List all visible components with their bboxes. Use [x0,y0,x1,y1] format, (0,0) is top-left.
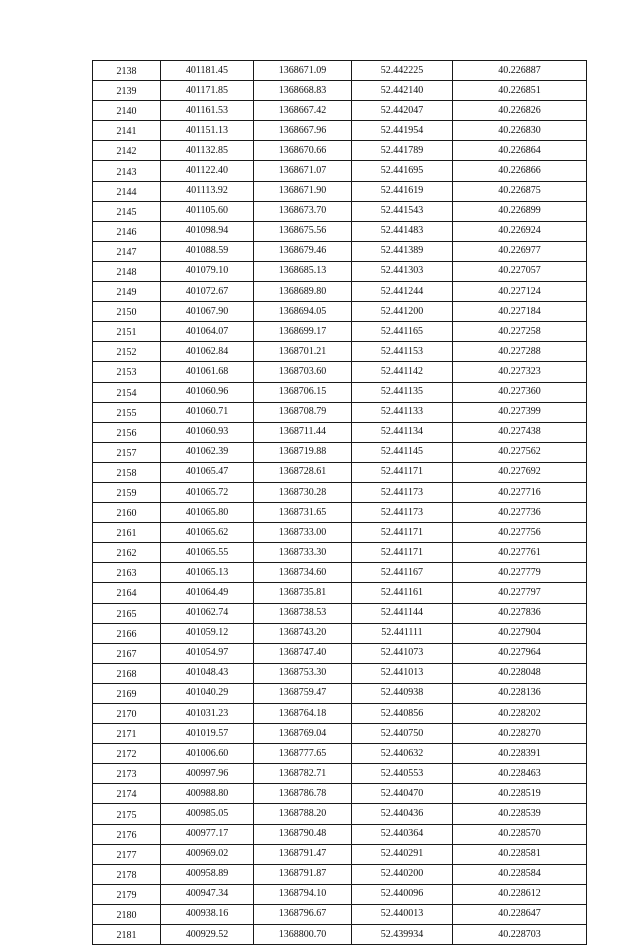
longitude-cell: 40.226830 [453,121,587,141]
longitude-cell: 40.227124 [453,282,587,302]
y-coordinate-cell: 1368791.47 [254,844,352,864]
longitude-cell: 40.228570 [453,824,587,844]
latitude-cell: 52.441619 [352,181,453,201]
table-row [93,221,587,241]
longitude-cell: 40.227836 [453,603,587,623]
y-coordinate-cell: 1368730.28 [254,482,352,502]
longitude-cell: 40.228202 [453,704,587,724]
point-number-cell: 2179 [93,884,161,904]
y-coordinate-cell: 1368794.10 [254,884,352,904]
longitude-cell: 40.227562 [453,442,587,462]
x-coordinate-cell: 401181.45 [161,61,254,81]
latitude-cell: 52.441165 [352,322,453,342]
table-row [93,181,587,201]
y-coordinate-cell: 1368671.09 [254,61,352,81]
point-number-cell: 2151 [93,322,161,342]
table-row [93,563,587,583]
x-coordinate-cell: 400985.05 [161,804,254,824]
x-coordinate-cell: 401040.29 [161,683,254,703]
table-row [93,442,587,462]
point-number-cell: 2140 [93,101,161,121]
y-coordinate-cell: 1368731.65 [254,503,352,523]
x-coordinate-cell: 401065.55 [161,543,254,563]
table-row [93,884,587,904]
table-row [93,663,587,683]
y-coordinate-cell: 1368788.20 [254,804,352,824]
table-row [93,643,587,663]
x-coordinate-cell: 401031.23 [161,704,254,724]
longitude-cell: 40.227964 [453,643,587,663]
y-coordinate-cell: 1368703.60 [254,362,352,382]
latitude-cell: 52.440856 [352,704,453,724]
longitude-cell: 40.227692 [453,462,587,482]
y-coordinate-cell: 1368800.70 [254,925,352,945]
longitude-cell: 40.226864 [453,141,587,161]
table-row [93,583,587,603]
latitude-cell: 52.441173 [352,503,453,523]
table-row [93,382,587,402]
latitude-cell: 52.441134 [352,422,453,442]
x-coordinate-cell: 401067.90 [161,302,254,322]
longitude-cell: 40.228391 [453,744,587,764]
longitude-cell: 40.227904 [453,623,587,643]
longitude-cell: 40.227258 [453,322,587,342]
point-number-cell: 2143 [93,161,161,181]
y-coordinate-cell: 1368701.21 [254,342,352,362]
latitude-cell: 52.440470 [352,784,453,804]
table-row [93,804,587,824]
latitude-cell: 52.441200 [352,302,453,322]
table-row [93,904,587,924]
x-coordinate-cell: 401065.80 [161,503,254,523]
y-coordinate-cell: 1368671.90 [254,181,352,201]
longitude-cell: 40.227438 [453,422,587,442]
x-coordinate-cell: 401060.71 [161,402,254,422]
point-number-cell: 2168 [93,663,161,683]
table-row [93,81,587,101]
y-coordinate-cell: 1368734.60 [254,563,352,583]
latitude-cell: 52.441303 [352,261,453,281]
x-coordinate-cell: 401161.53 [161,101,254,121]
table-row [93,503,587,523]
y-coordinate-cell: 1368782.71 [254,764,352,784]
table-row [93,342,587,362]
longitude-cell: 40.227360 [453,382,587,402]
point-number-cell: 2180 [93,904,161,924]
y-coordinate-cell: 1368759.47 [254,683,352,703]
y-coordinate-cell: 1368747.40 [254,643,352,663]
y-coordinate-cell: 1368728.61 [254,462,352,482]
y-coordinate-cell: 1368711.44 [254,422,352,442]
latitude-cell: 52.440938 [352,683,453,703]
point-number-cell: 2170 [93,704,161,724]
longitude-cell: 40.226875 [453,181,587,201]
latitude-cell: 52.442140 [352,81,453,101]
coordinates-table-body [93,61,587,945]
y-coordinate-cell: 1368777.65 [254,744,352,764]
point-number-cell: 2156 [93,422,161,442]
table-row [93,864,587,884]
y-coordinate-cell: 1368668.83 [254,81,352,101]
x-coordinate-cell: 401064.07 [161,322,254,342]
point-number-cell: 2154 [93,382,161,402]
x-coordinate-cell: 401062.84 [161,342,254,362]
point-number-cell: 2149 [93,282,161,302]
longitude-cell: 40.226826 [453,101,587,121]
x-coordinate-cell: 401061.68 [161,362,254,382]
longitude-cell: 40.227399 [453,402,587,422]
latitude-cell: 52.440553 [352,764,453,784]
point-number-cell: 2142 [93,141,161,161]
latitude-cell: 52.441111 [352,623,453,643]
latitude-cell: 52.441167 [352,563,453,583]
latitude-cell: 52.441483 [352,221,453,241]
table-row [93,141,587,161]
x-coordinate-cell: 401113.92 [161,181,254,201]
x-coordinate-cell: 401060.96 [161,382,254,402]
y-coordinate-cell: 1368753.30 [254,663,352,683]
y-coordinate-cell: 1368689.80 [254,282,352,302]
longitude-cell: 40.228519 [453,784,587,804]
y-coordinate-cell: 1368708.79 [254,402,352,422]
latitude-cell: 52.441013 [352,663,453,683]
x-coordinate-cell: 401171.85 [161,81,254,101]
longitude-cell: 40.228048 [453,663,587,683]
point-number-cell: 2161 [93,523,161,543]
latitude-cell: 52.440632 [352,744,453,764]
x-coordinate-cell: 400958.89 [161,864,254,884]
point-number-cell: 2174 [93,784,161,804]
point-number-cell: 2166 [93,623,161,643]
longitude-cell: 40.228647 [453,904,587,924]
latitude-cell: 52.440364 [352,824,453,844]
coordinates-table [92,60,587,945]
point-number-cell: 2162 [93,543,161,563]
y-coordinate-cell: 1368733.00 [254,523,352,543]
y-coordinate-cell: 1368769.04 [254,724,352,744]
table-row [93,543,587,563]
point-number-cell: 2152 [93,342,161,362]
table-row [93,925,587,945]
y-coordinate-cell: 1368699.17 [254,322,352,342]
latitude-cell: 52.441789 [352,141,453,161]
x-coordinate-cell: 401062.74 [161,603,254,623]
x-coordinate-cell: 401054.97 [161,643,254,663]
point-number-cell: 2178 [93,864,161,884]
table-row [93,462,587,482]
y-coordinate-cell: 1368667.96 [254,121,352,141]
y-coordinate-cell: 1368796.67 [254,904,352,924]
longitude-cell: 40.228612 [453,884,587,904]
point-number-cell: 2173 [93,764,161,784]
x-coordinate-cell: 401065.47 [161,462,254,482]
point-number-cell: 2141 [93,121,161,141]
point-number-cell: 2172 [93,744,161,764]
latitude-cell: 52.441171 [352,462,453,482]
table-row [93,844,587,864]
point-number-cell: 2171 [93,724,161,744]
latitude-cell: 52.439934 [352,925,453,945]
latitude-cell: 52.442047 [352,101,453,121]
x-coordinate-cell: 401065.72 [161,482,254,502]
longitude-cell: 40.228270 [453,724,587,744]
point-number-cell: 2148 [93,261,161,281]
y-coordinate-cell: 1368671.07 [254,161,352,181]
point-number-cell: 2139 [93,81,161,101]
x-coordinate-cell: 401105.60 [161,201,254,221]
y-coordinate-cell: 1368670.66 [254,141,352,161]
latitude-cell: 52.441954 [352,121,453,141]
latitude-cell: 52.441171 [352,543,453,563]
longitude-cell: 40.227184 [453,302,587,322]
table-row [93,261,587,281]
longitude-cell: 40.228581 [453,844,587,864]
point-number-cell: 2176 [93,824,161,844]
table-row [93,482,587,502]
y-coordinate-cell: 1368735.81 [254,583,352,603]
y-coordinate-cell: 1368786.78 [254,784,352,804]
point-number-cell: 2155 [93,402,161,422]
x-coordinate-cell: 401006.60 [161,744,254,764]
latitude-cell: 52.441133 [352,402,453,422]
latitude-cell: 52.441073 [352,643,453,663]
point-number-cell: 2167 [93,643,161,663]
point-number-cell: 2138 [93,61,161,81]
table-row [93,121,587,141]
x-coordinate-cell: 400947.34 [161,884,254,904]
table-row [93,603,587,623]
latitude-cell: 52.441153 [352,342,453,362]
table-row [93,784,587,804]
x-coordinate-cell: 401151.13 [161,121,254,141]
x-coordinate-cell: 400988.80 [161,784,254,804]
latitude-cell: 52.441144 [352,603,453,623]
table-row [93,623,587,643]
x-coordinate-cell: 400938.16 [161,904,254,924]
longitude-cell: 40.228703 [453,925,587,945]
table-row [93,402,587,422]
longitude-cell: 40.228539 [453,804,587,824]
latitude-cell: 52.440013 [352,904,453,924]
longitude-cell: 40.226977 [453,241,587,261]
latitude-cell: 52.441173 [352,482,453,502]
point-number-cell: 2153 [93,362,161,382]
latitude-cell: 52.442225 [352,61,453,81]
point-number-cell: 2144 [93,181,161,201]
y-coordinate-cell: 1368673.70 [254,201,352,221]
point-number-cell: 2150 [93,302,161,322]
latitude-cell: 52.441695 [352,161,453,181]
longitude-cell: 40.227761 [453,543,587,563]
longitude-cell: 40.226851 [453,81,587,101]
longitude-cell: 40.227756 [453,523,587,543]
table-row [93,704,587,724]
y-coordinate-cell: 1368679.46 [254,241,352,261]
x-coordinate-cell: 400929.52 [161,925,254,945]
point-number-cell: 2147 [93,241,161,261]
table-row [93,724,587,744]
x-coordinate-cell: 401064.49 [161,583,254,603]
longitude-cell: 40.226899 [453,201,587,221]
point-number-cell: 2164 [93,583,161,603]
x-coordinate-cell: 401019.57 [161,724,254,744]
x-coordinate-cell: 401060.93 [161,422,254,442]
table-row [93,322,587,342]
point-number-cell: 2169 [93,683,161,703]
longitude-cell: 40.227288 [453,342,587,362]
y-coordinate-cell: 1368675.56 [254,221,352,241]
latitude-cell: 52.440200 [352,864,453,884]
table-row [93,201,587,221]
table-row [93,61,587,81]
longitude-cell: 40.228584 [453,864,587,884]
longitude-cell: 40.228463 [453,764,587,784]
x-coordinate-cell: 401088.59 [161,241,254,261]
point-number-cell: 2159 [93,482,161,502]
point-number-cell: 2158 [93,462,161,482]
x-coordinate-cell: 401132.85 [161,141,254,161]
point-number-cell: 2175 [93,804,161,824]
longitude-cell: 40.228136 [453,683,587,703]
latitude-cell: 52.440291 [352,844,453,864]
y-coordinate-cell: 1368733.30 [254,543,352,563]
latitude-cell: 52.441389 [352,241,453,261]
table-row [93,282,587,302]
x-coordinate-cell: 401048.43 [161,663,254,683]
table-row [93,744,587,764]
point-number-cell: 2145 [93,201,161,221]
y-coordinate-cell: 1368790.48 [254,824,352,844]
y-coordinate-cell: 1368719.88 [254,442,352,462]
x-coordinate-cell: 400997.96 [161,764,254,784]
x-coordinate-cell: 401098.94 [161,221,254,241]
latitude-cell: 52.441171 [352,523,453,543]
y-coordinate-cell: 1368764.18 [254,704,352,724]
longitude-cell: 40.227736 [453,503,587,523]
y-coordinate-cell: 1368694.05 [254,302,352,322]
longitude-cell: 40.227797 [453,583,587,603]
longitude-cell: 40.226887 [453,61,587,81]
point-number-cell: 2157 [93,442,161,462]
table-row [93,764,587,784]
x-coordinate-cell: 400969.02 [161,844,254,864]
point-number-cell: 2165 [93,603,161,623]
x-coordinate-cell: 401072.67 [161,282,254,302]
x-coordinate-cell: 401065.13 [161,563,254,583]
latitude-cell: 52.441145 [352,442,453,462]
table-row [93,302,587,322]
longitude-cell: 40.227323 [453,362,587,382]
y-coordinate-cell: 1368738.53 [254,603,352,623]
latitude-cell: 52.441543 [352,201,453,221]
table-row [93,523,587,543]
point-number-cell: 2177 [93,844,161,864]
longitude-cell: 40.226924 [453,221,587,241]
x-coordinate-cell: 401122.40 [161,161,254,181]
table-row [93,241,587,261]
longitude-cell: 40.226866 [453,161,587,181]
y-coordinate-cell: 1368667.42 [254,101,352,121]
latitude-cell: 52.441244 [352,282,453,302]
x-coordinate-cell: 401065.62 [161,523,254,543]
latitude-cell: 52.441135 [352,382,453,402]
table-row [93,101,587,121]
y-coordinate-cell: 1368743.20 [254,623,352,643]
table-row [93,161,587,181]
point-number-cell: 2160 [93,503,161,523]
table-row [93,824,587,844]
longitude-cell: 40.227716 [453,482,587,502]
table-row [93,683,587,703]
y-coordinate-cell: 1368706.15 [254,382,352,402]
longitude-cell: 40.227779 [453,563,587,583]
latitude-cell: 52.441142 [352,362,453,382]
latitude-cell: 52.440096 [352,884,453,904]
table-row [93,422,587,442]
x-coordinate-cell: 400977.17 [161,824,254,844]
table-row [93,362,587,382]
x-coordinate-cell: 401079.10 [161,261,254,281]
latitude-cell: 52.440750 [352,724,453,744]
x-coordinate-cell: 401059.12 [161,623,254,643]
latitude-cell: 52.440436 [352,804,453,824]
y-coordinate-cell: 1368791.87 [254,864,352,884]
point-number-cell: 2163 [93,563,161,583]
y-coordinate-cell: 1368685.13 [254,261,352,281]
point-number-cell: 2146 [93,221,161,241]
x-coordinate-cell: 401062.39 [161,442,254,462]
point-number-cell: 2181 [93,925,161,945]
latitude-cell: 52.441161 [352,583,453,603]
longitude-cell: 40.227057 [453,261,587,281]
